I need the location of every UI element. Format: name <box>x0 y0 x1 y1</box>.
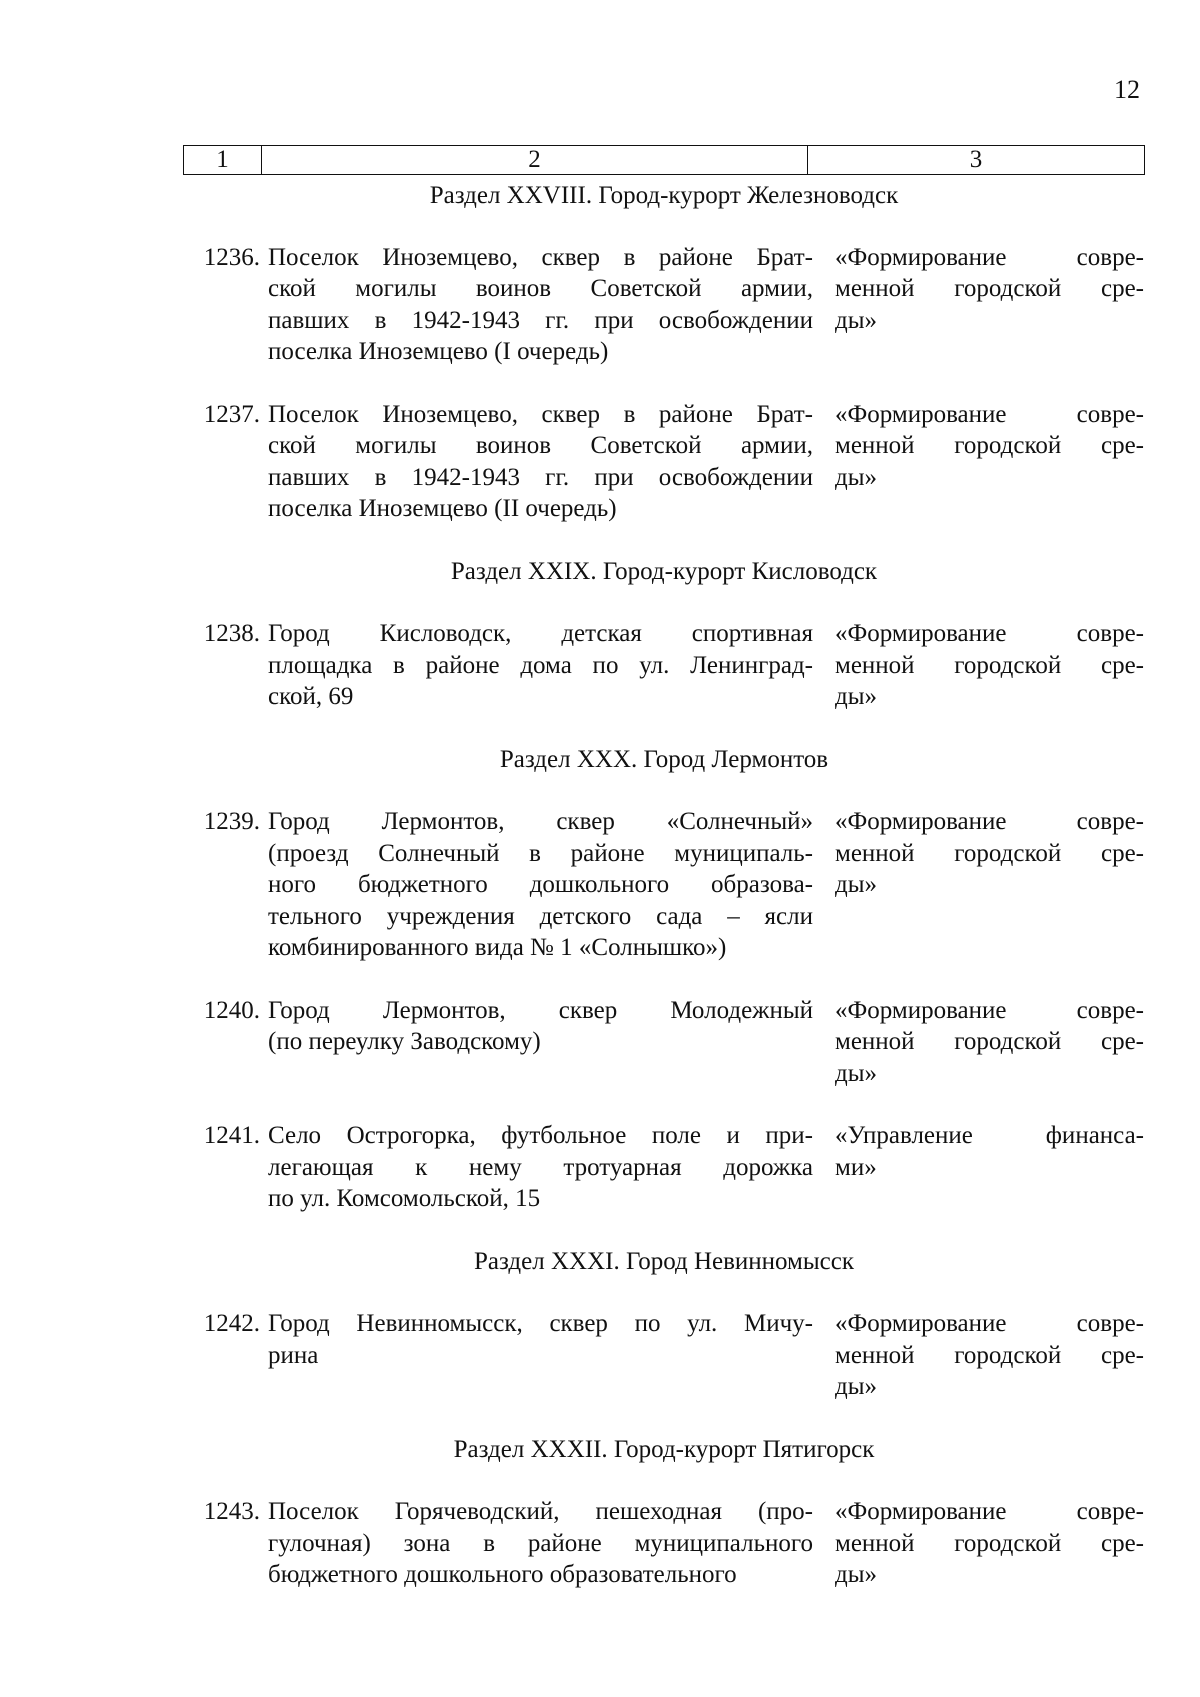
section-title: Раздел XXX. Город Лермонтов <box>499 745 829 773</box>
description-line: ской могилы воинов Советской армии, <box>268 432 813 459</box>
description-line: гулочная) зона в районе муниципального <box>268 1529 813 1557</box>
item-number: 1238. <box>203 620 260 647</box>
program-line: ды» <box>835 306 878 334</box>
item-number: 1239. <box>203 808 260 835</box>
description-line: площадка в районе дома по ул. Ленинград- <box>268 651 813 679</box>
item-program <box>835 1308 1144 1403</box>
section-title: Раздел XXXI. Город Невинномысск <box>473 1247 855 1275</box>
program-line: менной городской сре- <box>835 839 1144 867</box>
page-number: 12 <box>1114 75 1140 104</box>
description-line: Поселок Горячеводский, пешеходная (про- <box>268 1498 813 1525</box>
description-line: Город Лермонтов, сквер Молодежный <box>268 996 813 1024</box>
program-line: ды» <box>835 683 878 710</box>
list-item <box>183 399 1145 525</box>
column-header-3: 3 <box>808 146 1145 175</box>
item-number: 1240. <box>203 996 260 1024</box>
item-number: 1241. <box>203 1122 260 1149</box>
program-line: «Формирование совре- <box>835 1310 1144 1337</box>
item-number: 1237. <box>203 400 260 428</box>
program-line: ды» <box>835 463 878 491</box>
item-description <box>268 995 813 1090</box>
list-item <box>183 618 1145 713</box>
description-line: тельного учреждения детского сада – ясли <box>268 902 813 930</box>
list-item <box>183 1120 1145 1215</box>
item-program <box>835 242 1144 368</box>
description-line: поселка Иноземцево (I очередь) <box>268 338 609 365</box>
program-line: менной городской сре- <box>835 1028 1144 1055</box>
description-line: Город Невинномысск, сквер по ул. Мичу- <box>268 1310 813 1337</box>
list-item <box>183 1308 1145 1403</box>
list-item <box>183 806 1145 964</box>
item-description <box>268 1308 813 1403</box>
description-line: Город Кисловодск, детская спортивная <box>268 620 813 647</box>
list-item <box>183 995 1145 1090</box>
description-line: бюджетного дошкольного образовательного <box>268 1561 737 1588</box>
description-line: Село Острогорка, футбольное поле и при- <box>268 1122 813 1149</box>
description-line: по ул. Комсомольской, 15 <box>268 1185 541 1212</box>
description-line: поселка Иноземцево (II очередь) <box>268 495 617 522</box>
description-line: ного бюджетного дошкольного образова- <box>268 871 813 898</box>
description-line: (по переулку Заводскому) <box>268 1028 541 1055</box>
program-line: менной городской сре- <box>835 1529 1144 1557</box>
program-line: ды» <box>835 1561 878 1588</box>
item-program <box>835 1120 1144 1215</box>
program-line: «Формирование совре- <box>835 808 1144 835</box>
item-description <box>268 399 813 525</box>
description-line: павших в 1942-1943 гг. при освобождении <box>268 463 813 491</box>
program-line: ды» <box>835 1373 878 1400</box>
item-description <box>268 242 813 368</box>
description-line: комбинированного вида № 1 «Солнышко») <box>268 934 727 961</box>
program-line: «Формирование совре- <box>835 1498 1144 1525</box>
column-header-1: 1 <box>184 146 262 175</box>
item-program <box>835 995 1144 1090</box>
description-line: легающая к нему тротуарная дорожка <box>268 1153 813 1181</box>
program-line: менной городской сре- <box>835 275 1144 302</box>
program-line: «Формирование совре- <box>835 620 1144 647</box>
item-description <box>268 1120 813 1215</box>
section-title: Раздел XXVIII. Город-курорт Железноводск <box>429 182 899 209</box>
item-number: 1243. <box>203 1498 260 1525</box>
program-line: «Формирование совре- <box>835 400 1144 428</box>
column-header-table <box>183 145 1145 175</box>
item-program <box>835 806 1144 964</box>
list-item <box>183 1496 1145 1591</box>
description-line: рина <box>268 1341 319 1369</box>
program-line: «Управление финанса- <box>835 1122 1144 1149</box>
section-title: Раздел XXXII. Город-курорт Пятигорск <box>453 1435 875 1463</box>
list-item <box>183 242 1145 368</box>
description-line: ской, 69 <box>268 683 354 710</box>
column-header-2: 2 <box>262 146 808 175</box>
description-line: павших в 1942-1943 гг. при освобождении <box>268 306 813 334</box>
program-line: ды» <box>835 871 878 898</box>
description-line: Поселок Иноземцево, сквер в районе Брат- <box>268 243 813 271</box>
item-program <box>835 618 1144 713</box>
program-line: менной городской сре- <box>835 432 1144 459</box>
document-body <box>183 180 1145 1591</box>
description-line: (проезд Солнечный в районе муниципаль- <box>268 839 813 867</box>
program-line: менной городской сре- <box>835 651 1144 679</box>
description-line: Поселок Иноземцево, сквер в районе Брат- <box>268 400 813 428</box>
description-line: ской могилы воинов Советской армии, <box>268 275 813 302</box>
program-line: менной городской сре- <box>835 1341 1144 1369</box>
program-line: «Формирование совре- <box>835 996 1144 1024</box>
item-program <box>835 1496 1144 1591</box>
item-number: 1242. <box>203 1310 260 1337</box>
item-description <box>268 618 813 713</box>
item-description <box>268 806 813 964</box>
description-line: Город Лермонтов, сквер «Солнечный» <box>268 808 813 835</box>
program-line: ми» <box>835 1153 877 1181</box>
item-number: 1236. <box>203 243 260 271</box>
program-line: «Формирование совре- <box>835 243 1144 271</box>
item-description <box>268 1496 813 1591</box>
program-line: ды» <box>835 1059 878 1087</box>
section-title: Раздел XXIX. Город-курорт Кисловодск <box>450 557 878 585</box>
item-program <box>835 399 1144 525</box>
